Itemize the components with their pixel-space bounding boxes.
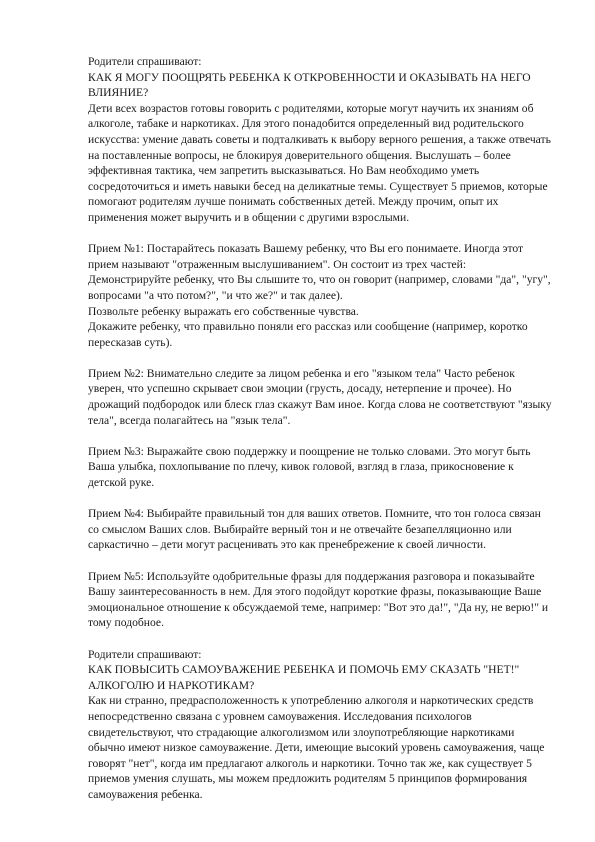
technique1-item: Демонстрируйте ребенку, что Вы слышите то, что он говорит (например, словами "да", "угу", вопросами "а что потом?", "и что же?" и так далее). xyxy=(88,273,551,302)
technique1-text: Прием №1: Постарайтесь показать Вашему ребенку, что Вы его понимаете. Иногда этот прием называют "отраженным выслушиванием". Он состоит из трех частей: xyxy=(88,242,524,271)
spacer xyxy=(88,631,553,647)
section2-intro: Родители спрашивают: xyxy=(88,647,202,661)
document-page xyxy=(88,54,553,803)
spacer xyxy=(88,350,553,366)
section1-heading: КАК Я МОГУ ПООЩРЯТЬ РЕБЕНКА К ОТКРОВЕННОСТИ И ОКАЗЫВАТЬ НА НЕГО ВЛИЯНИЕ? xyxy=(88,70,531,100)
technique1-item: Позвольте ребенку выражать его собственные чувства. xyxy=(88,304,359,318)
technique5-text: Прием №5: Используйте одобрительные фразы для поддержания разговора и показывайте Вашу заинтересованность в нем. Для этого подойдут короткие фразы, показывающие Ваше эмоциональное отношение к обсуждаемой теме, например: "Вот это да!", "Да ну, не верю!" и тому подобное. xyxy=(88,569,549,630)
section1-intro: Родители спрашивают: xyxy=(88,55,202,68)
technique2-text: Прием №2: Внимательно следите за лицом ребенка и его "языком тела" Часто ребенок уверен, что успешно скрывает свои эмоции (грусть, досаду, нетерпение и прочее). Но дрожащий подбородок или блеск глаз скажут Вам иное. Когда слова не соответствуют "языку тела", всегда полагайтесь на "язык тела". xyxy=(88,366,552,427)
technique3-text: Прием №3: Выражайте свою поддержку и поощрение не только словами. Это могут быть Ваша улыбка, похлопывание по плечу, кивок головой, взгляд в глаза, прикосновение к детской руке. xyxy=(88,444,531,490)
technique1-item: Докажите ребенку, что правильно поняли его рассказ или сообщение (например, коротко пересказав суть). xyxy=(88,320,528,349)
section2-body: Как ни странно, предрасположенность к употреблению алкоголя и наркотических средств непосредственно связана с уровнем самоуважения. Исследования психологов свидетельствуют, что страдающие алкоголизмом или злоупотребляющие наркотиками обычно имеют низкое самоуважение. Дети, имеющие высокий уровень самоуважения, чаще говорят "нет", когда им предлагают алкоголь и наркотики. Точно так же, как существует 5 приемов умения слушать, мы можем предложить родителям 5 принципов формирования самоуважения ребенка. xyxy=(88,694,545,801)
section2-heading: КАК ПОВЫСИТЬ САМОУВАЖЕНИЕ РЕБЕНКА И ПОМОЧЬ ЕМУ СКАЗАТЬ "НЕТ!" АЛКОГОЛЮ И НАРКОТИКАМ? xyxy=(88,663,520,692)
spacer xyxy=(88,226,553,242)
spacer xyxy=(88,491,553,507)
spacer xyxy=(88,428,553,444)
technique4-text: Прием №4: Выбирайте правильный тон для ваших ответов. Помните, что тон голоса связан со смыслом Ваших слов. Выбирайте верный тон и не отвечайте безапелляционно или саркастично – дети могут расценивать это как пренебрежение к своей личности. xyxy=(88,507,541,552)
spacer xyxy=(88,553,553,569)
section1-body: Дети всех возрастов готовы говорить с родителями, которые могут научить их знаниям об алкоголе, табаке и наркотиках. Для этого понадобится определенный вид родительского искусства: умение давать советы и подталкивать к выбору верного решения, а также отвечать на поставленные вопросы, не блокируя доверительного общения. Выслушать – более эффективная тактика, чем запретить высказываться. Но Вам необходимо уметь сосредоточиться и иметь навыки бесед на деликатные темы. Существует 5 приемов, которые помогают родителям лучше понимать собственных детей. Между прочим, опыт их применения может выручить и в общении с другими взрослыми. xyxy=(88,101,551,224)
